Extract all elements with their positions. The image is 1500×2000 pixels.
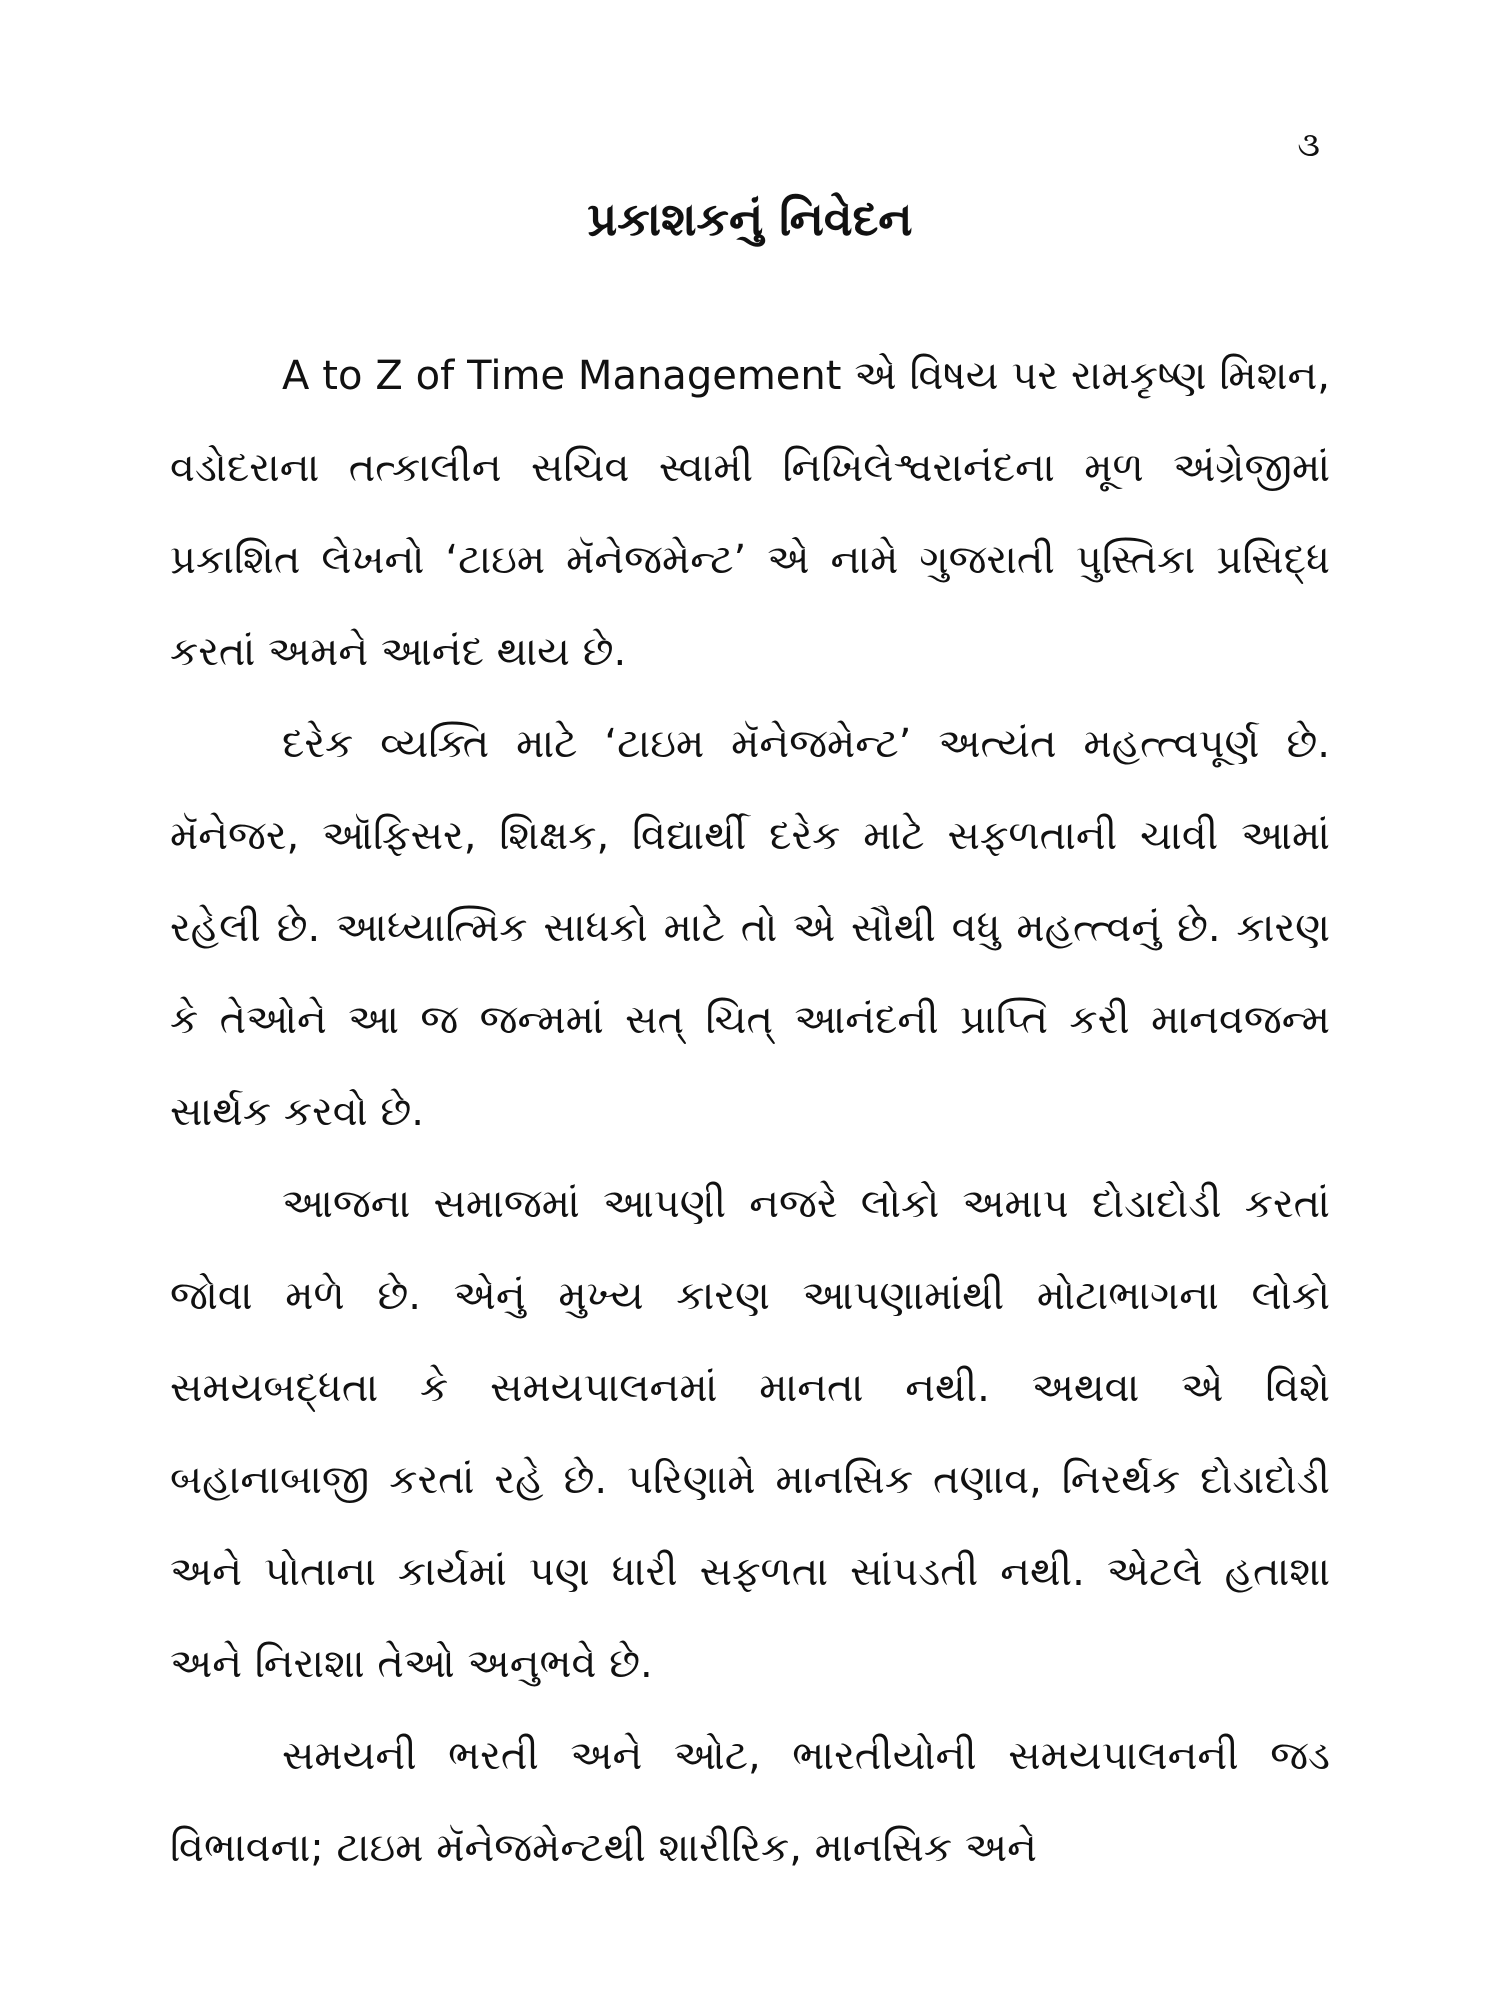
- paragraph-3: આજના સમાજમાં આપણી નજરે લોકો અમાપ દોડાદોડી કરતાં જોવા મળે છે. એનું મુખ્ય કારણ આપણામાંથી મોટાભાગના લોકો સમયબદ્ધતા કે સમયપાલનમાં માનતા નથી. અથવા એ વિશે બહાનાબાજી કરતાં રહે છે. પરિણામે માનસિક તણાવ, નિરર્થક દોડાદોડી અને પોતાના કાર્યમાં પણ ધારી સફળતા સાંપડતી નથી. એટલે હતાશા અને નિરાશા તેઓ અનુભવે છે.: [170, 1181, 1330, 1687]
- paragraph-2: દરેક વ્યક્તિ માટે ‘ટાઇમ મૅનેજમેન્ટ’ અત્યંત મહત્ત્વપૂર્ણ છે. મૅનેજર, ઑફિસર, શિક્ષક, વિદ્યાર્થી દરેક માટે સફળતાની ચાવી આમાં રહેલી છે. આધ્યાત્મિક સાધકો માટે તો એ સૌથી વધુ મહત્ત્વનું છે. કારણ કે તેઓને આ જ જન્મમાં સત્ ચિત્ આનંદની પ્રાપ્તિ કરી માનવજન્મ સાર્થક કરવો છે.: [170, 721, 1330, 1135]
- paragraph-1: A to Z of Time Management એ વિષય પર રામકૃષ્ણ મિશન, વડોદરાના તત્કાલીન સચિવ સ્વામી નિખિલેશ્વરાનંદના મૂળ અંગ્રેજીમાં પ્રકાશિત લેખનો ‘ટાઇમ મૅનેજમેન્ટ’ એ નામે ગુજરાતી પુસ્તિકા પ્રસિદ્ધ કરતાં અમને આનંદ થાય છે.: [170, 353, 1330, 675]
- paragraph-4: સમયની ભરતી અને ઓટ, ભારતીયોની સમયપાલનની જડ વિભાવના; ટાઇમ મૅનેજમેન્ટથી શારીરિક, માનસિક અને: [170, 1733, 1330, 1871]
- body-text: [170, 330, 1330, 1894]
- page-number: ૩: [1297, 125, 1320, 165]
- page-title: પ્રકાશકનું નિવેદન: [587, 192, 913, 246]
